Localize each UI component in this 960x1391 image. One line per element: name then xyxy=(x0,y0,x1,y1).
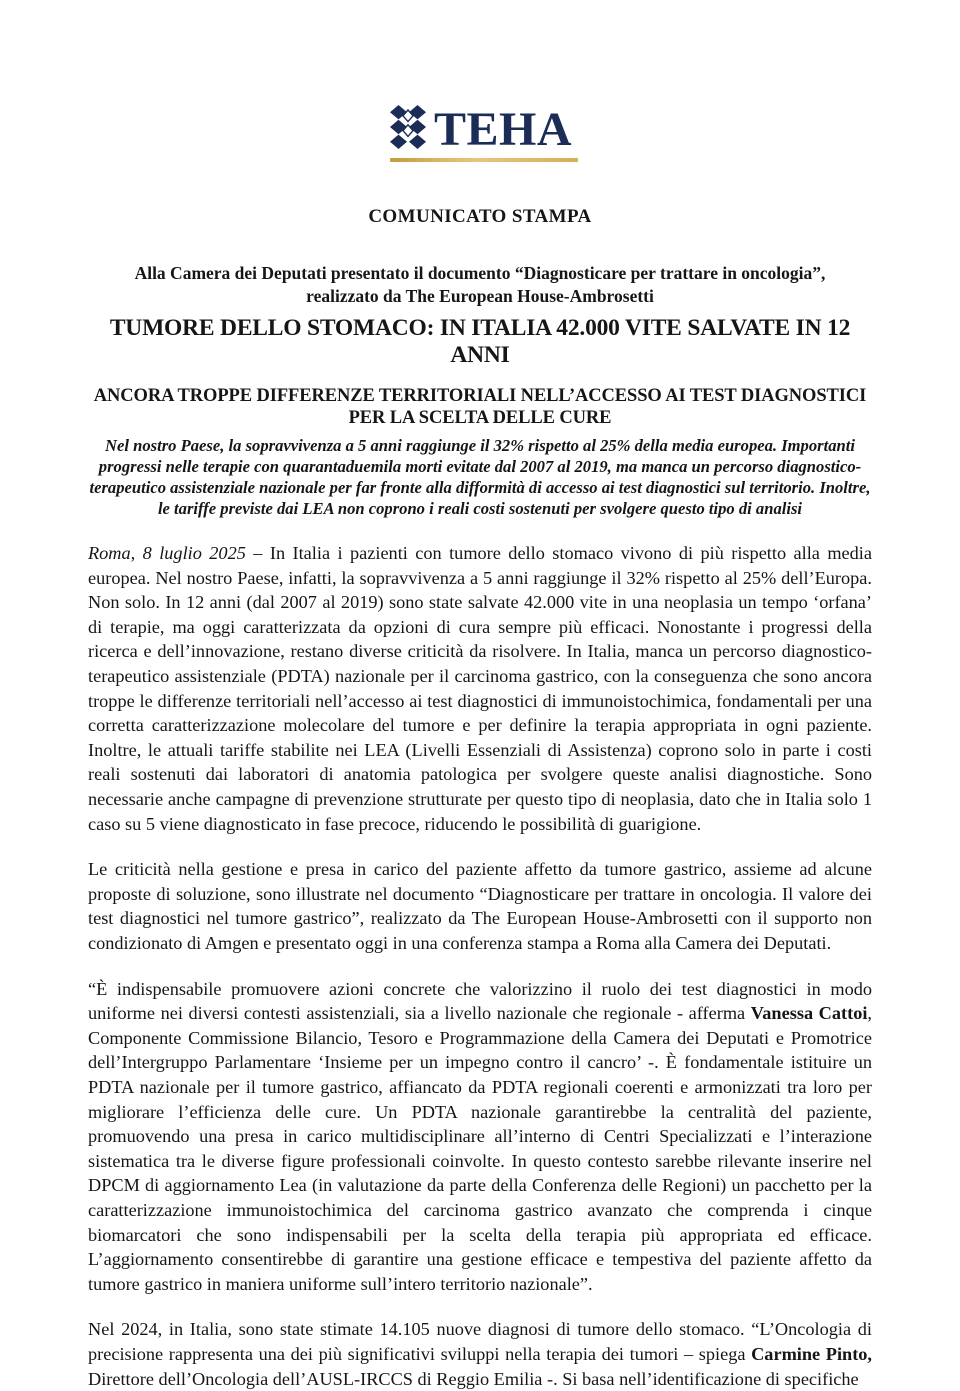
quoted-person-name-pinto: Carmine Pinto, xyxy=(751,1343,872,1364)
page-title: TUMORE DELLO STOMACO: IN ITALIA 42.000 VITE SALVATE IN 12 ANNI xyxy=(109,314,851,368)
paragraph-2: Le criticità nella gestione e presa in carico del paziente affetto da tumore gastrico, assieme ad alcune proposte di soluzione, sono illustrate nel documento “Diagnosticare per trattare in oncologia. Il valore dei test diagnostici nel tumore gastrico”, realizzato da The European House-Ambrosetti con il supporto non condizionato di Amgen e presentato oggi in una conferenza stampa a Roma alla Camera dei Deputati. xyxy=(88,859,872,954)
logo-gold-rule xyxy=(390,158,578,162)
dateline-separator: – xyxy=(245,543,270,564)
paragraph-4-text-after-name: Direttore dell’Oncologia dell’AUSL-IRCCS di Reggio Emilia -. Si basa nell’identificazione di specifiche xyxy=(88,1368,859,1389)
press-release-label: COMUNICATO STAMPA xyxy=(368,206,592,227)
subheadline xyxy=(88,385,872,430)
body-copy xyxy=(88,541,872,1391)
paragraph-1 xyxy=(88,541,872,836)
paragraph-4 xyxy=(88,1317,872,1391)
teha-logo xyxy=(388,104,572,162)
standfirst-summary: Nel nostro Paese, la sopravvivenza a 5 anni raggiunge il 32% rispetto al 25% della media europea. Importanti progressi nelle terapie con quarantaduemila morti evitate dal 2007 al 2019, ma manca un percorso diagnostico-terapeutico assistenziale nazionale per far fronte alla difformità di accesso ai test diagnostici sul territorio. Inoltre, le tariffe previste dai LEA non coprono i reali costi sostenuti per svolgere questo tipo di analisi xyxy=(89,435,871,519)
teha-wordmark: TEHA xyxy=(433,102,573,156)
teha-diamond-mark-icon xyxy=(388,104,430,150)
kicker-line-1: Alla Camera dei Deputati presentato il documento “Diagnosticare per trattare in oncologia”, xyxy=(134,263,826,283)
quoted-person-name-cattoi: Vanessa Cattoi xyxy=(750,1003,868,1024)
kicker-heading xyxy=(88,262,872,308)
paragraph-3 xyxy=(88,977,872,1297)
paragraph-1-text: In Italia i pazienti con tumore dello stomaco vivono di più rispetto alla media europea. Nel nostro Paese, infatti, la sopravvivenza a 5 anni raggiunge il 32% rispetto al 25% dell’Europa. Non solo. In 12 anni (dal 2007 al 2019) sono state salvate 42.000 vite in una neoplasia un tempo ‘orfana’ di terapie, ma oggi caratterizzata da opzioni di cura sempre più efficaci. Nonostante i progressi della ricerca e dell’innovazione, restano diverse criticità da risolvere. In Italia, manca un percorso diagnostico-terapeutico assistenziale (PDTA) nazionale per il carcinoma gastrico, con la conseguenza che sono ancora troppe le differenze territoriali nell’accesso ai test diagnostici di immunoistochimica, fondamentali per una corretta caratterizzazione molecolare del tumore e per definire la terapia appropriata in ogni paziente. Inoltre, le attuali tariffe stabilite nei LEA (Livelli Essenziali di Assistenza) coprono solo in parte i costi reali sostenuti dai laboratori di anatomia patologica per svolgere queste analisi diagnostiche. Sono necessarie anche campagne di prevenzione strutturate per questo tipo di neoplasia, dato che in Italia solo 1 caso su 5 viene diagnosticato in fase precoce, riducendo le possibilità di guarigione. xyxy=(88,543,873,834)
kicker-line-2: realizzato da The European House-Ambrosetti xyxy=(306,285,654,306)
paragraph-4-text-before-name: Nel 2024, in Italia, sono state stimate 14.105 nuove diagnosi di tumore dello stomaco. “L’Oncologia di precisione rappresenta una dei più significativi sviluppi nella terapia dei tumori – spiega xyxy=(88,1319,872,1364)
paragraph-3-text-after-name: , Componente Commissione Bilancio, Tesoro e Programmazione della Camera dei Deputati e Promotrice dell’Intergruppo Parlamentare ‘Insieme per un impegno contro il cancro’ -. È fondamentale istituire un PDTA nazionale per il tumore gastrico, affiancato da PDTA regionali coerenti e armonizzati tra loro per migliorare l’efficienza delle cure. Un PDTA nazionale garantirebbe la centralità del paziente, promuovendo una presa in carico multidisciplinare all’interno di Centri Specializzati e l’interazione sistematica tra le diverse figure professionali coinvolte. In questo contesto sarebbe rilevante inserire nel DPCM di aggiornamento Lea (in valutazione da parte della Conferenza delle Regioni) un pacchetto per la caratterizzazione immunoistochimica del carcinoma gastrico avanzato che comprenda i cinque biomarcatori che sono indispensabili per la scelta della terapia più appropriata ed efficace. L’aggiornamento consentirebbe di garantire una gestione efficace e tempestiva del paziente affetto da tumore gastrico in maniera uniforme sull’intero territorio nazionale”. xyxy=(88,1003,872,1294)
subheadline-line-2: PER LA SCELTA DELLE CURE xyxy=(348,408,612,429)
document-header-logo xyxy=(88,0,872,162)
subheadline-line-1: ANCORA TROPPE DIFFERENZE TERRITORIALI NELL’ACCESSO AI TEST DIAGNOSTICI xyxy=(93,385,867,406)
dateline: Roma, 8 luglio 2025 xyxy=(88,543,246,564)
paragraph-3-text-before-name: “È indispensabile promuovere azioni concrete che valorizzino il ruolo dei test diagnostici in modo uniforme nei diversi contesti assistenziali, sia a livello nazionale che regionale - afferma xyxy=(88,978,872,1024)
